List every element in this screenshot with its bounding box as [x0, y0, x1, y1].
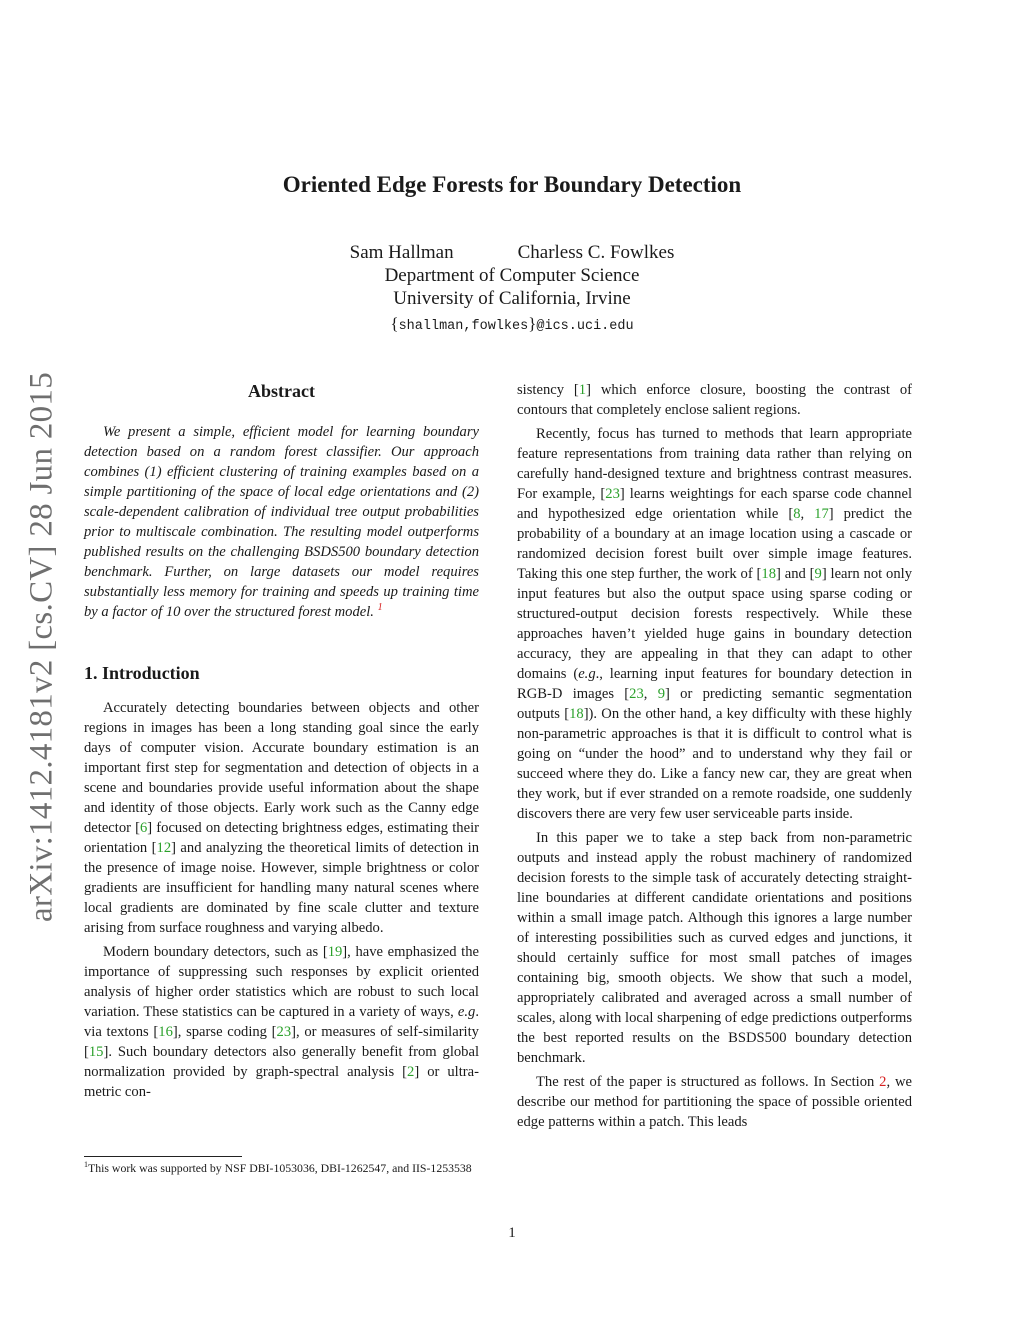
left-column	[84, 380, 479, 1102]
intro-paragraph-2: Modern boundary detectors, such as [19], have emphasized the importance of suppressing such responses by explicit oriented analysis of higher order statistics which are robust to such local variation. These statistics can be captured in a variety of ways, e.g. via textons [16], sparse coding [23], or measures of self-similarity [15]. Such boundary detectors also generally benefit from global normalization provided by graph-spectral analysis [2] or ultra-metric con-	[84, 944, 480, 1100]
author-2: Charless C. Fowlkes	[517, 242, 675, 263]
citation-link[interactable]: 15	[88, 1044, 104, 1060]
citation-link[interactable]: 23	[605, 486, 620, 502]
section-ref-link[interactable]: 2	[879, 1074, 887, 1090]
university: University of California, Irvine	[393, 288, 631, 309]
footnote: $^1$This work was supported by NSF DBI-1053036, DBI-1262547, and IIS-1253538	[84, 1160, 472, 1175]
footnote-divider	[84, 1156, 242, 1157]
page-number: 1	[508, 1225, 516, 1241]
citation-link[interactable]: 19	[327, 944, 343, 960]
citation-link[interactable]: 18	[761, 566, 777, 582]
citation-link[interactable]: 23	[276, 1024, 292, 1040]
footnote-link[interactable]: 1	[377, 602, 383, 614]
citation-link[interactable]: 18	[569, 706, 584, 722]
citation-link[interactable]: 8	[793, 506, 801, 522]
arxiv-id: arXiv:1412.4181v2 [cs.CV] 28 Jun 2015	[23, 371, 60, 923]
intro-paragraph-1: Accurately detecting boundaries between objects and other regions in images has been a long standing goal since the early days of computer vision. Accurate boundary estimation is an important first step for segmentation and detection of objects in a scene and boundaries provide useful information about the shape and identity of those objects. Early work such as the Canny edge detector [6] focused on detecting brightness edges, estimating their orientation [12] and analyzing the theoretical limits of detection in the presence of image noise. However, simple brightness or color gradients are insufficient for handling many natural scenes where local gradients are dominated by fine scale clutter and texture arising from surface roughness and varying albedo.	[84, 700, 479, 936]
citation-link[interactable]: 16	[158, 1024, 173, 1040]
citation-link[interactable]: 9	[657, 686, 665, 702]
paper-title: Oriented Edge Forests for Boundary Detection	[282, 172, 742, 197]
department: Department of Computer Science	[384, 265, 640, 286]
abstract-heading: Abstract	[248, 381, 315, 401]
author-block	[0, 241, 1024, 338]
abstract-body: We present a simple, efficient model for learning boundary detection based on a random forest classifier. Our approach combines (1) efficient clustering of training examples based on a simple partitioning of the space of local edge orientations and (2) scale-dependent calibration of individual tree output probabilities prior to multiscale combination. The resulting model outperforms published results on the challenging BSDS500 boundary detection benchmark. Further, on large datasets our model requires substantially less memory for training and speeds up training time by a factor of 10 over the structured forest model. $^1$	[84, 424, 479, 620]
citation-link[interactable]: 12	[156, 840, 172, 856]
right-paragraph-3: The rest of the paper is structured as follows. In Section 2, we describe our method for partitioning the space of possible oriented edge patterns within a patch. This leads	[517, 1074, 912, 1130]
right-column	[517, 380, 912, 1132]
author-names	[0, 241, 1024, 264]
section-heading-introduction: 1. Introduction	[84, 663, 200, 683]
arxiv-stamp	[12, 366, 72, 928]
citation-link[interactable]: 1	[578, 382, 587, 398]
citation-link[interactable]: 9	[814, 566, 822, 582]
right-paragraph-1: Recently, focus has turned to methods that learn appropriate feature representations from training data rather than relying on carefully hand-designed texture and brightness contrast measures. For example, [23] learns weightings for each sparse code channel and hypothesized edge orientation while [8, 17] predict the probability of a boundary at an image location using a cascade or randomized decision forest built over simple image features. Taking this one step further, the work of [18] and [9] learn not only input features but also the output space using sparse coding or structured-output decision forests respectively. While these approaches haven’t yielded huge gains in boundary detection accuracy, they are appealing in that they can adapt to other domains (e.g., learning input features for boundary detection in RGB-D images [23, 9] or predicting semantic segmentation outputs [18]). On the other hand, a key difficulty with these highly non-parametric approaches is that it is difficult to control what is going on “under the hood” and to understand why they fail or succeed where they do. Like a fancy new car, they are great when they work, but if ever stranded on a remote roadside, one suddenly discovers there are very few user serviceable parts inside.	[517, 426, 913, 822]
right-paragraph-0: sistency [1] which enforce closure, boosting the contrast of contours that completely enclose salient regions.	[517, 382, 912, 418]
author-email: {shallman,fowlkes}@ics.uci.edu	[390, 314, 634, 334]
citation-link[interactable]: 17	[814, 506, 829, 522]
author-1: Sam Hallman	[349, 242, 454, 263]
right-paragraph-2: In this paper we to take a step back from non-parametric outputs and instead apply the robust machinery of randomized decision forests to the simple task of accurately detecting straight-line boundaries at different candidate orientations and positions within a small image patch. Although this ignores a large number of interesting possibilities such as curved edges and junctions, it should certainly suffice for most small patches of images containing big, smooth objects. We show that such a model, appropriately calibrated and averaged across a small number of scales, along with local sharpening of edge predictions outperforms the best reported results on the BSDS500 boundary detection benchmark.	[517, 830, 912, 1066]
citation-link[interactable]: 6	[140, 820, 148, 836]
citation-link[interactable]: 2	[407, 1064, 415, 1080]
citation-link[interactable]: 23	[629, 686, 644, 702]
